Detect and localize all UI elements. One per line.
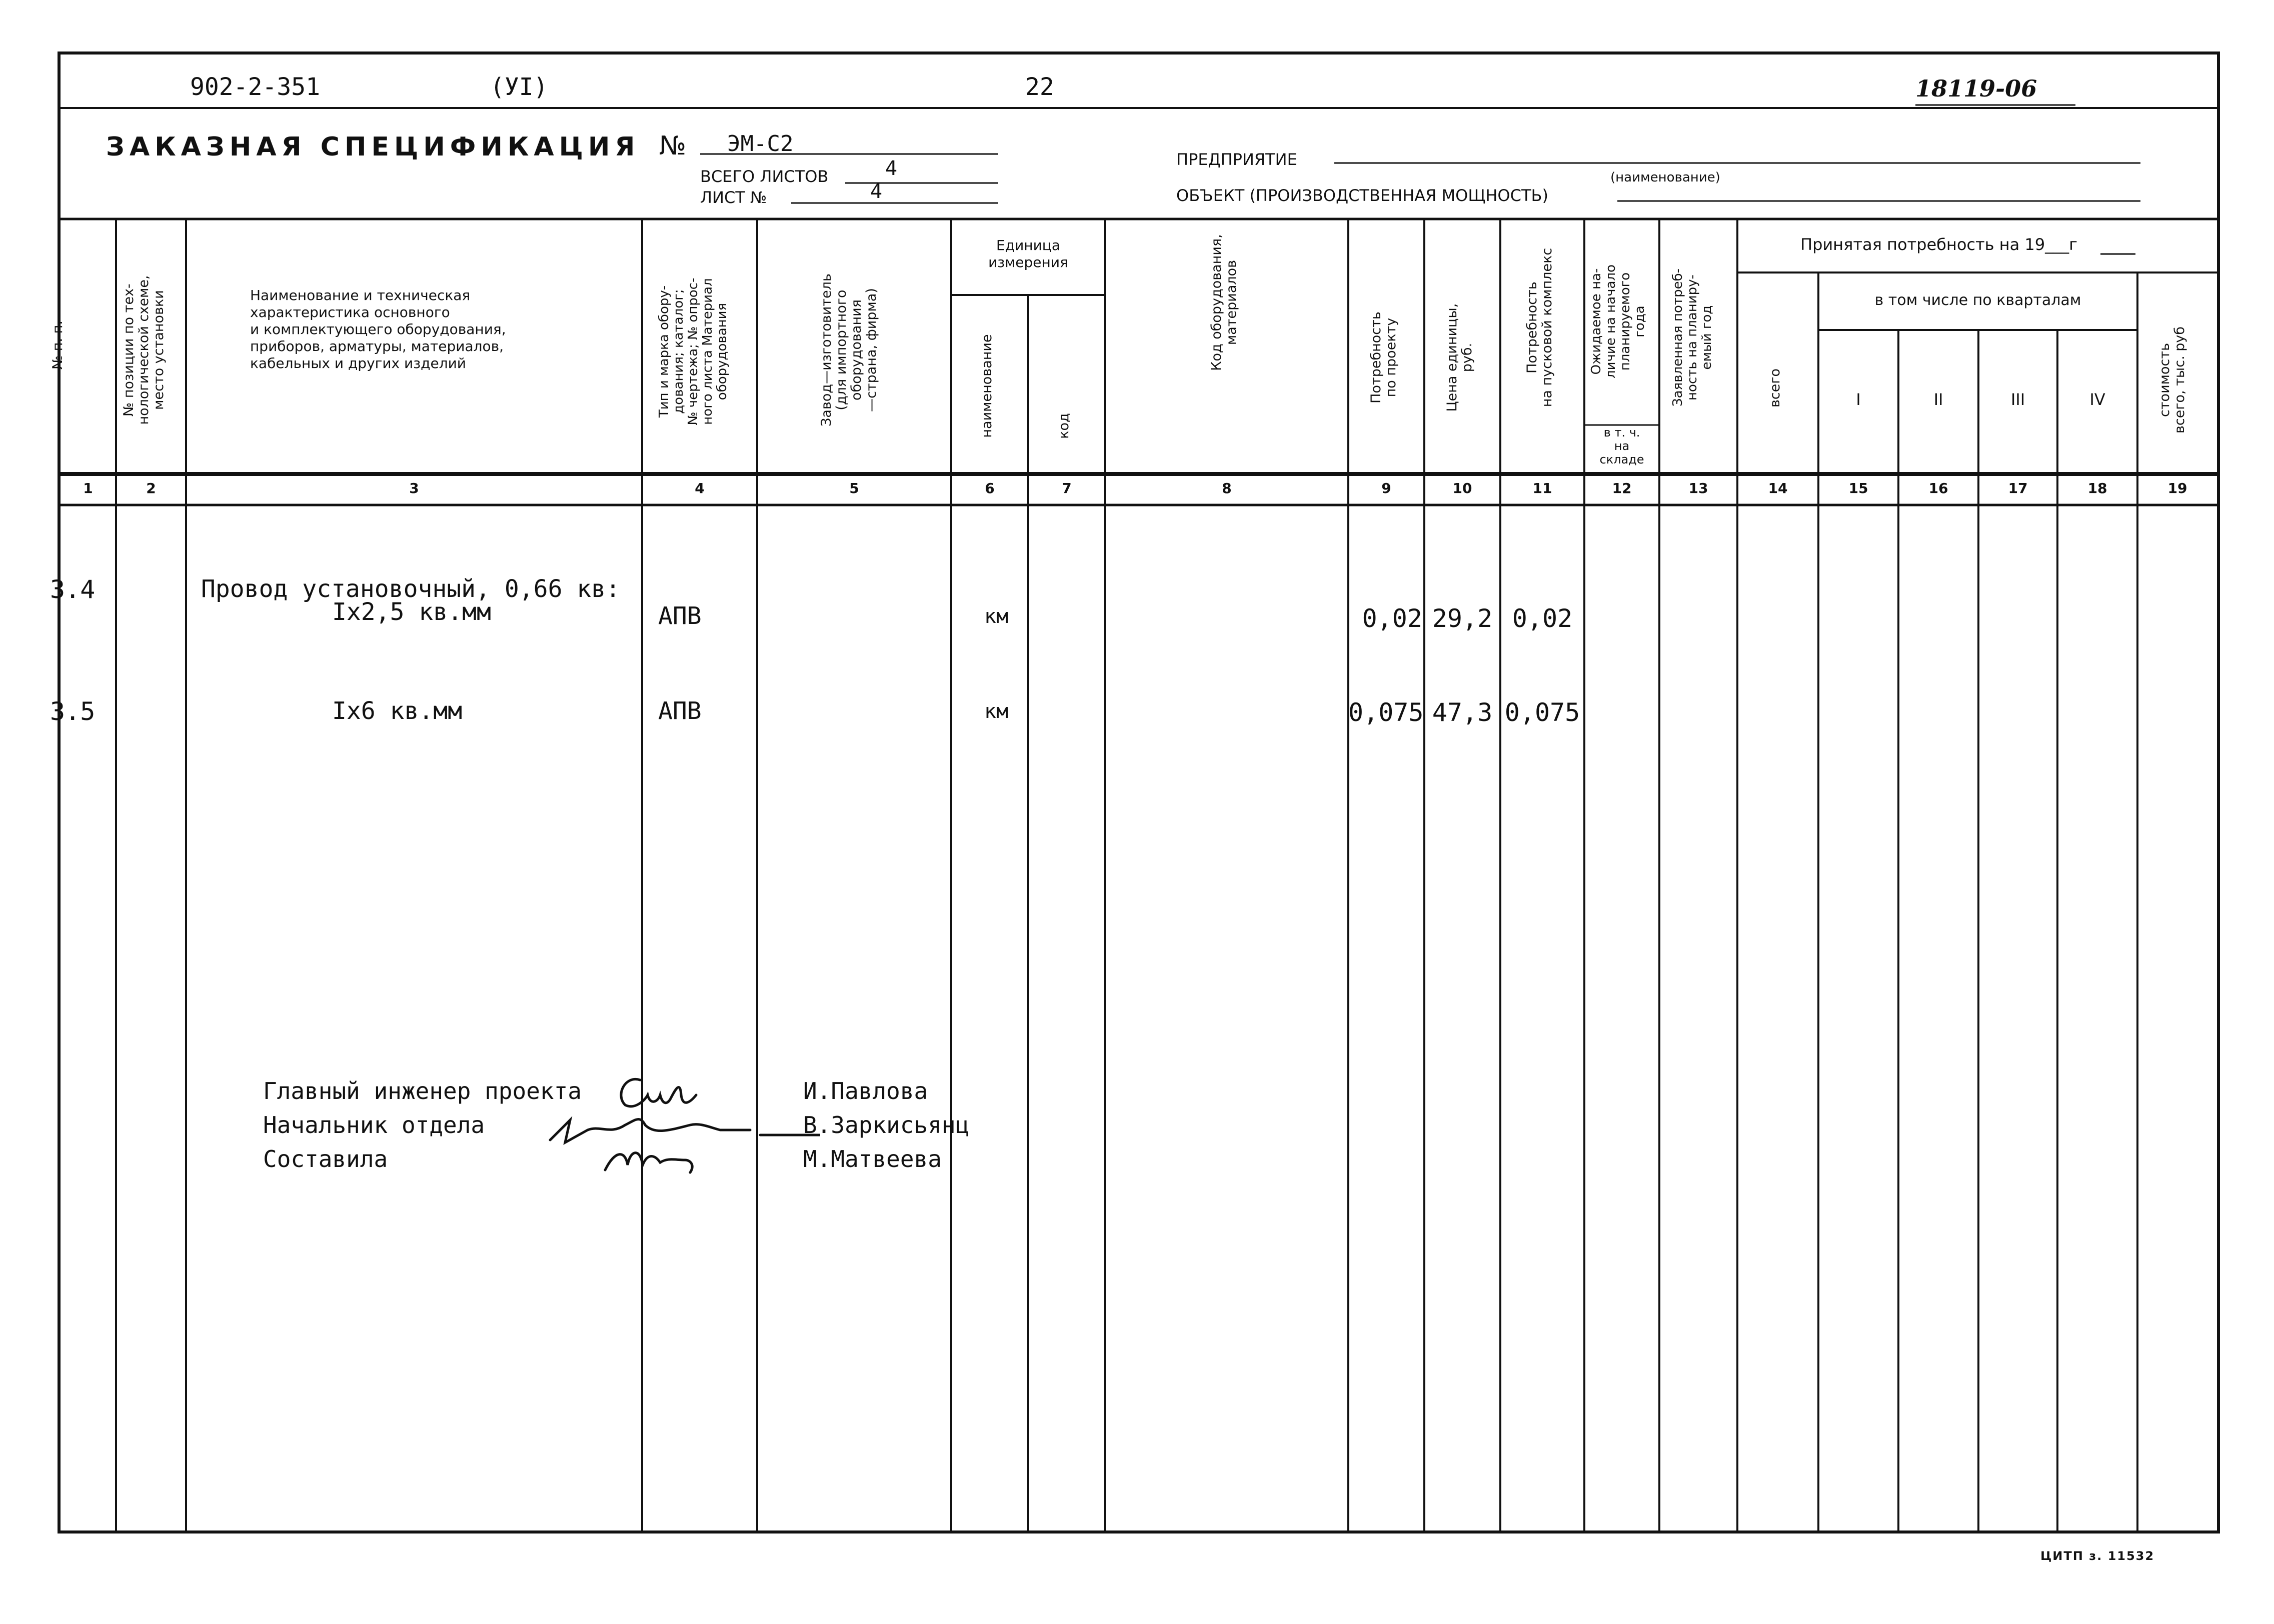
col-1-header: № п. п. xyxy=(50,320,66,370)
total-sheets-value: 4 xyxy=(885,157,898,180)
colnum-7: 7 xyxy=(1062,480,1072,496)
outer-frame xyxy=(59,53,2218,1532)
colnum-10: 10 xyxy=(1452,480,1472,496)
colnum-16: 16 xyxy=(1928,480,1948,496)
col-17-header: III xyxy=(2010,390,2025,409)
col-15-header: I xyxy=(1856,390,1861,409)
item-type: АПВ xyxy=(658,697,702,725)
colnum-19: 19 xyxy=(2167,480,2187,496)
col-19-header: стоимость всего, тыс. руб xyxy=(2157,326,2187,434)
inventory-number: 18119-06 xyxy=(1915,75,2037,102)
need-launch: 0,02 xyxy=(1512,604,1573,633)
item-spec: Iх2,5 кв.мм xyxy=(332,598,491,626)
signature-role: Составила xyxy=(263,1146,388,1172)
col-12-header: Ожидаемое на- личие на начало планируемого года xyxy=(1589,264,1647,378)
col-8-header: Код оборудования, материалов xyxy=(1209,234,1239,371)
colnum-14: 14 xyxy=(1768,480,1788,496)
colnum-5: 5 xyxy=(849,480,859,496)
page-number: 22 xyxy=(1025,73,1054,101)
total-sheets-label: ВСЕГО ЛИСТОВ xyxy=(700,167,829,186)
colnum-6: 6 xyxy=(985,480,995,496)
col-9-header: Потребность по проекту xyxy=(1368,312,1399,404)
need-project: 0,075 xyxy=(1348,698,1424,727)
unit-price: 47,3 xyxy=(1432,698,1493,727)
signature-scribble-3 xyxy=(605,1153,692,1172)
signature-role: Главный инженер проекта xyxy=(263,1078,582,1104)
project-code: 902-2-351 xyxy=(190,73,321,101)
footer-stamp: ЦИТП з. 11532 xyxy=(2040,1549,2155,1563)
col-2-header: № позиции по тех- нологической схеме, место установки xyxy=(121,275,167,425)
colnum-18: 18 xyxy=(2087,480,2107,496)
need-project: 0,02 xyxy=(1362,604,1422,633)
enterprise-hint: (наименование) xyxy=(1610,170,1720,185)
colnum-12: 12 xyxy=(1612,480,1632,496)
col-6-header: наименование xyxy=(979,334,995,438)
col-11-header: Потребность на пусковой комплекс xyxy=(1524,248,1555,408)
object-label: ОБЪЕКТ (ПРОИЗВОДСТВЕННАЯ МОЩНОСТЬ) xyxy=(1176,186,1548,205)
unit-group-header: Единица измерения xyxy=(988,237,1068,270)
need-launch: 0,075 xyxy=(1504,698,1580,727)
item-unit: км xyxy=(984,700,1009,723)
colnum-4: 4 xyxy=(695,480,705,496)
handwritten-signatures xyxy=(540,1060,820,1190)
signature-role: Начальник отдела xyxy=(263,1112,485,1138)
accepted-group-header: Принятая потребность на 19___г xyxy=(1800,235,2077,254)
item-spec: Iх6 кв.мм xyxy=(332,697,463,725)
sheet-label: ЛИСТ № xyxy=(700,188,767,207)
item-type: АПВ xyxy=(658,602,702,630)
signature-name: И.Павлова xyxy=(803,1078,928,1104)
sheet-value: 4 xyxy=(870,180,883,203)
colnum-17: 17 xyxy=(2008,480,2028,496)
colnum-1: 1 xyxy=(83,480,93,496)
col-5-header: Завод—изготовитель (для импортного оборудования —страна, фирма) xyxy=(819,274,879,426)
unit-price: 29,2 xyxy=(1432,604,1493,633)
spec-number: ЭМ-С2 xyxy=(727,131,794,156)
col-13-header: Заявленная потреб- ность на планиру- емый год xyxy=(1670,268,1714,406)
colnum-2: 2 xyxy=(146,480,156,496)
col-4-header: Тип и марка обору- дования; каталог; № чертежа; № опрос- ного листа Материал оборудования xyxy=(657,278,730,426)
colnum-11: 11 xyxy=(1532,480,1552,496)
colnum-13: 13 xyxy=(1688,480,1708,496)
col-3-header: Наименование и техническая характеристика основного и комплектующего оборудования, приборов, арматуры, материалов, кабельных и других изделий xyxy=(250,287,506,372)
quarters-group-header: в том числе по кварталам xyxy=(1874,292,2081,309)
signature-scribble-2 xyxy=(550,1119,750,1142)
colnum-15: 15 xyxy=(1848,480,1868,496)
row-number: 3.5 xyxy=(50,697,96,726)
item-name: Провод установочный, 0,66 кв: xyxy=(201,575,621,603)
col-16-header: II xyxy=(1933,390,1943,409)
col-14-header: всего xyxy=(1767,368,1783,408)
colnum-3: 3 xyxy=(409,480,419,496)
col-12-subheader: в т. ч. на складе xyxy=(1599,426,1644,466)
colnum-9: 9 xyxy=(1381,480,1391,496)
signature-name: М.Матвеева xyxy=(803,1146,942,1172)
enterprise-label: ПРЕДПРИЯТИЕ xyxy=(1176,150,1297,169)
item-unit: км xyxy=(984,605,1009,628)
col-7-header: код xyxy=(1056,413,1072,439)
row-number: 3.4 xyxy=(50,575,96,604)
col-10-header: Цена единицы, руб. xyxy=(1444,303,1475,412)
colnum-8: 8 xyxy=(1222,480,1232,496)
number-label: № xyxy=(659,131,687,161)
form-title: ЗАКАЗНАЯ СПЕЦИФИКАЦИЯ xyxy=(106,132,640,162)
col-18-header: IV xyxy=(2089,390,2105,409)
signature-scribble-1 xyxy=(621,1079,696,1106)
signature-name: В.Заркисьянц xyxy=(803,1112,970,1138)
album-code: (УI) xyxy=(490,73,548,101)
